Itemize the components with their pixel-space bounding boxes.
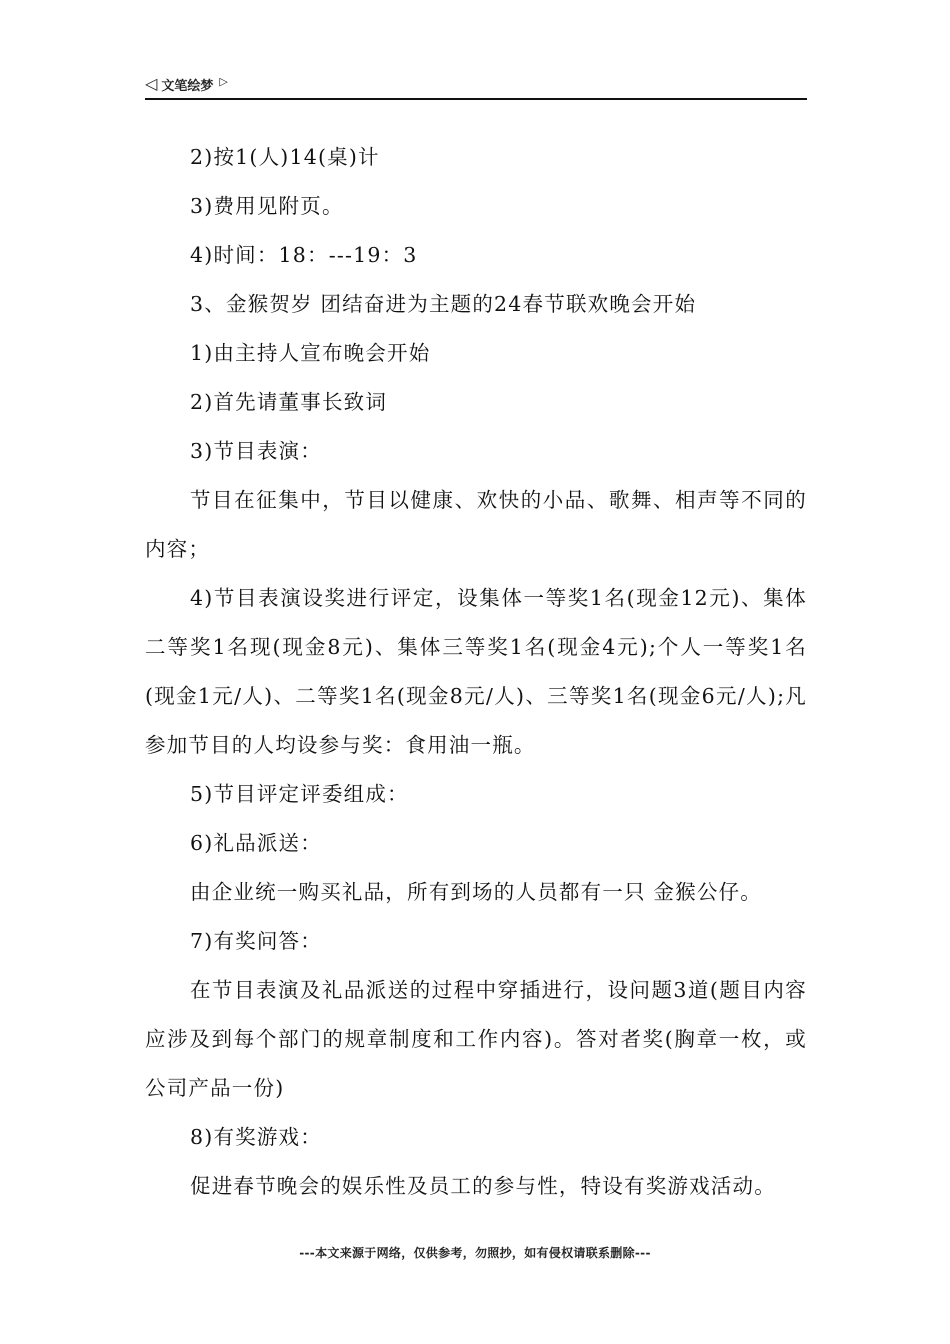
paragraph: 节目在征集中，节目以健康、欢快的小品、歌舞、相声等不同的内容； [145,488,807,561]
paragraph: 3)费用见附页。 [190,194,344,218]
paragraph: 6)礼品派送： [190,831,322,855]
triangle-left-icon: ◁ [145,74,158,93]
paragraph: 2)按1(人)14(桌)计 [190,145,380,169]
brand-name: 文笔绘梦 [161,78,214,94]
paragraph: 由企业统一购买礼品，所有到场的人员都有一只 金猴公仔。 [190,880,762,904]
header-brand [145,74,228,94]
paragraph: 8)有奖游戏： [190,1125,322,1149]
paragraph: 1)由主持人宣布晚会开始 [190,341,431,365]
paragraph: 3)节目表演： [190,439,322,463]
triangle-right-icon: ▷ [219,74,228,88]
paragraph: 在节目表演及礼品派送的过程中穿插进行，设问题3道(题目内容应涉及到每个部门的规章制度和工作内容)。答对者奖(胸章一枚，或公司产品一份) [145,978,807,1100]
section-heading: 3、金猴贺岁 团结奋进为主题的24春节联欢晚会开始 [190,292,697,316]
paragraph: 5)节目评定评委组成： [190,782,409,806]
footer-notice: ---本文来源于网络，仅供参考，勿照抄，如有侵权请联系删除--- [299,1246,651,1260]
paragraph: 2)首先请董事长致词 [190,390,388,414]
paragraph: 7)有奖问答： [190,929,322,953]
paragraph: 4)节目表演设奖进行评定，设集体一等奖1名(现金12元)、集体二等奖1名现(现金8元)、集体三等奖1名(现金4元);个人一等奖1名(现金1元/人)、二等奖1名(现金8元/人)、三等奖1名(现金6元/人);凡参加节目的人均设参与奖：食用油一瓶。 [145,586,807,757]
document-body [145,133,807,1211]
paragraph: 4)时间：18：---19：3 [190,243,418,267]
paragraph: 促进春节晚会的娱乐性及员工的参与性，特设有奖游戏活动。 [190,1174,776,1198]
page-header [145,74,807,100]
